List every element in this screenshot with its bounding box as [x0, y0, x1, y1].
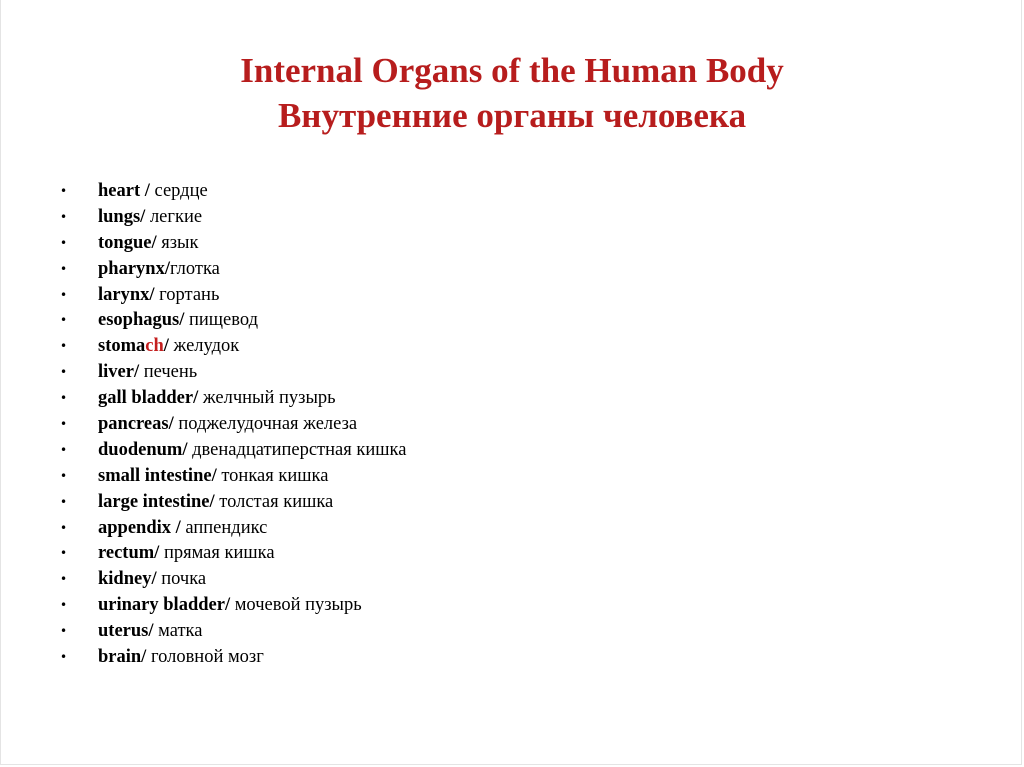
organ-russian: пищевод: [189, 310, 258, 331]
organ-russian: легкие: [149, 206, 203, 227]
organ-english: larynx/: [98, 284, 160, 305]
bullet-icon: •: [60, 442, 68, 457]
bullet-icon: •: [60, 650, 68, 665]
organ-russian: желудок: [173, 336, 240, 357]
bullet-icon: •: [60, 624, 68, 639]
bullet-icon: •: [60, 339, 68, 354]
organ-entry: [98, 516, 267, 542]
organ-russian: головной мозг: [150, 647, 264, 668]
organ-english: lungs/: [98, 206, 150, 227]
organ-entry: [98, 205, 202, 231]
organ-english: heart /: [98, 181, 155, 201]
bullet-icon: •: [60, 235, 68, 250]
organ-entry: [98, 464, 328, 490]
organ-entry: [98, 541, 275, 567]
bullet-icon: •: [60, 598, 68, 613]
organ-entry: [98, 360, 197, 386]
organ-russian: печень: [143, 362, 198, 383]
organ-english-rest: /: [163, 336, 174, 357]
organ-english-highlight: ch: [145, 336, 164, 357]
bullet-icon: •: [60, 287, 68, 302]
organ-russian: глотка: [169, 258, 220, 279]
organ-entry: [98, 179, 208, 205]
bullet-icon: •: [60, 520, 68, 535]
organ-russian: прямая кишка: [163, 543, 275, 564]
organ-russian: язык: [161, 232, 199, 253]
organ-russian: сердце: [154, 181, 208, 201]
organ-entry: [98, 645, 264, 671]
organ-russian: аппендикс: [185, 517, 268, 538]
organ-english: kidney/: [98, 569, 162, 590]
organ-entry: [98, 490, 333, 516]
title-english: Internal Organs of the Human Body: [240, 51, 784, 90]
organ-english: stoma: [98, 336, 146, 357]
organ-english: pharynx/: [98, 258, 170, 279]
bullet-icon: •: [60, 494, 68, 509]
slide-title: [0, 48, 1024, 138]
organ-entry: [98, 412, 357, 438]
organ-russian: гортань: [159, 284, 220, 305]
organ-russian: двенадцатиперстная кишка: [192, 439, 407, 460]
organ-russian: мочевой пузырь: [234, 595, 362, 616]
organ-entry: [98, 567, 206, 593]
bullet-icon: •: [60, 572, 68, 587]
organ-russian: желчный пузырь: [202, 388, 336, 409]
organ-russian: почка: [161, 569, 207, 590]
organ-entry: [98, 386, 336, 412]
organ-english: uterus/: [98, 621, 159, 642]
organ-russian: тонкая кишка: [221, 465, 329, 486]
organ-english: pancreas/: [98, 414, 179, 435]
organ-entry: [98, 308, 258, 334]
organ-english: gall bladder/: [98, 388, 203, 409]
organ-english: esophagus/: [98, 310, 189, 331]
bullet-icon: •: [60, 261, 68, 276]
organ-russian: толстая кишка: [219, 491, 334, 512]
organ-english: duodenum/: [98, 439, 193, 460]
organ-entry: [98, 231, 198, 257]
bullet-icon: •: [60, 209, 68, 224]
organ-russian: матка: [158, 621, 203, 642]
organ-english: brain/: [98, 647, 151, 668]
organ-entry: [98, 334, 239, 360]
organ-english: urinary bladder/: [98, 595, 235, 616]
bullet-icon: •: [60, 365, 68, 380]
bullet-icon: •: [60, 417, 68, 432]
organ-entry: [98, 257, 220, 283]
organ-english: tongue/: [98, 232, 162, 253]
bullet-icon: •: [60, 313, 68, 328]
organ-english: rectum/: [98, 543, 164, 564]
organ-english: large intestine/: [98, 491, 220, 512]
bullet-icon: •: [60, 391, 68, 406]
bullet-icon: •: [60, 468, 68, 483]
organ-russian: поджелудочная железа: [178, 414, 358, 435]
organ-entry: [98, 593, 362, 619]
bullet-icon: •: [60, 546, 68, 561]
bullet-icon: •: [60, 184, 68, 198]
organ-entry: [98, 438, 406, 464]
organ-entry: [98, 283, 219, 309]
organ-english: liver/: [98, 362, 144, 383]
title-russian: Внутренние органы человека: [277, 96, 747, 135]
organ-english: small intestine/: [98, 465, 222, 486]
organ-entry: [98, 619, 202, 645]
organ-english: appendix /: [98, 517, 186, 538]
